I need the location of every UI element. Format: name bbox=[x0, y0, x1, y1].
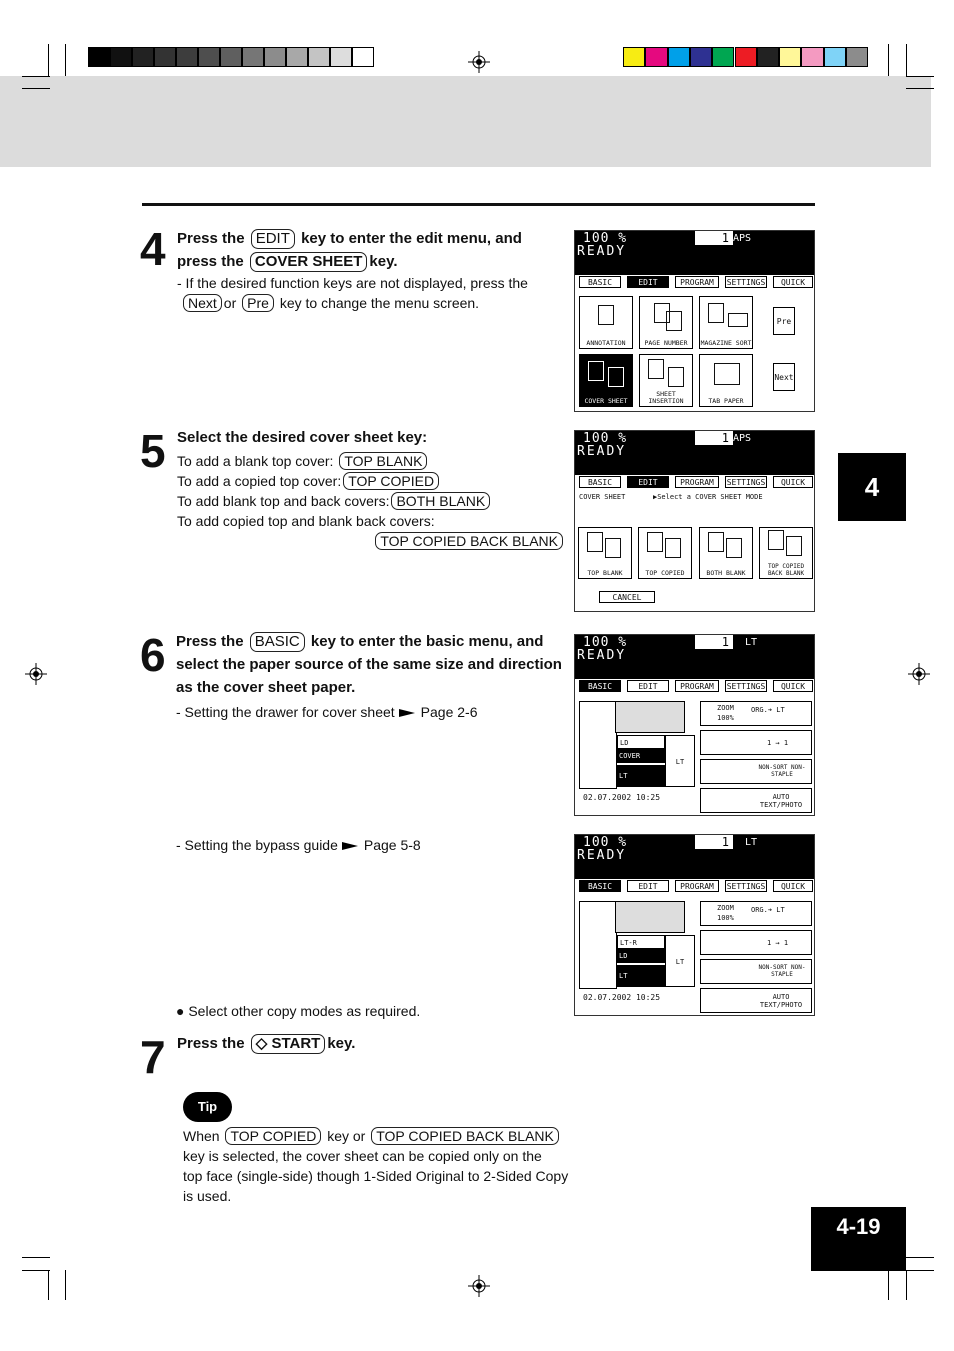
page-number-button[interactable]: PAGE NUMBER bbox=[639, 296, 693, 349]
tab-program[interactable]: PROGRAM bbox=[675, 276, 719, 288]
gray-swatch bbox=[220, 47, 242, 67]
document-icon bbox=[648, 359, 664, 379]
document-icon bbox=[768, 530, 784, 550]
color-swatch bbox=[690, 47, 712, 67]
gray-swatch bbox=[154, 47, 176, 67]
tab-quick[interactable]: QUICK bbox=[773, 276, 813, 288]
tab-settings[interactable]: SETTINGS bbox=[726, 278, 766, 287]
gray-swatch bbox=[176, 47, 198, 67]
tab-program[interactable]: PROGRAM bbox=[675, 880, 719, 892]
start-icon: ◇ bbox=[255, 1035, 268, 1052]
color-swatch bbox=[645, 47, 667, 67]
duplex-button[interactable]: 1 → 1 bbox=[700, 930, 812, 955]
tab-basic[interactable]: BASIC bbox=[579, 276, 621, 288]
menu-tabs bbox=[577, 880, 812, 894]
gray-swatch bbox=[352, 47, 374, 67]
step5-options: To add a blank top cover: TOP BLANK To add a copied top cover: TOP COPIED To add blank top and back covers: BOTH BLANK To add copied top and blank back covers: TOP COPIED BACK BLANK bbox=[177, 451, 567, 551]
screen-status-bar bbox=[575, 635, 814, 679]
color-swatch bbox=[801, 47, 823, 67]
pre-button[interactable]: Pre bbox=[773, 307, 795, 335]
document-icon bbox=[588, 361, 604, 381]
document-icon bbox=[665, 538, 681, 558]
edit-key: EDIT bbox=[251, 229, 295, 249]
screen-status-bar bbox=[575, 231, 814, 275]
pre-key: Pre bbox=[242, 294, 274, 312]
gray-swatch bbox=[132, 47, 154, 67]
gray-swatch bbox=[330, 47, 352, 67]
copy-count: 1 bbox=[695, 835, 733, 849]
tab-settings[interactable]: SETTINGS bbox=[726, 882, 766, 891]
tab-program[interactable]: PROGRAM bbox=[675, 476, 719, 488]
tab-paper-button[interactable]: TAB PAPER bbox=[699, 354, 753, 407]
basic-key: BASIC bbox=[250, 632, 305, 652]
ready-status: READY bbox=[577, 848, 627, 863]
screen-message: ▶Select a COVER SHEET MODE bbox=[653, 493, 763, 501]
tab-edit[interactable]: EDIT bbox=[627, 276, 669, 288]
basic-menu-screen-drawer bbox=[574, 634, 815, 816]
document-icon bbox=[708, 303, 724, 323]
step6-instruction: Press the BASIC key to enter the basic menu, and select the paper source of the same size and direction as the cover sheet paper. bbox=[176, 633, 562, 696]
tip-badge: Tip bbox=[183, 1092, 232, 1122]
header-band bbox=[0, 76, 931, 167]
annotation-button[interactable]: ANNOTATION bbox=[579, 296, 633, 349]
menu-tabs bbox=[577, 680, 812, 694]
document-icon bbox=[587, 532, 603, 552]
other-modes-note: ● Select other copy modes as required. bbox=[176, 1003, 421, 1019]
step4-instruction: Press the EDIT key to enter the edit menu, and press the COVER SHEET key. bbox=[177, 230, 522, 270]
document-icon bbox=[608, 367, 624, 387]
zoom-readout: 100 % bbox=[583, 231, 628, 246]
edit-menu-screen bbox=[574, 230, 815, 412]
top-copied-button[interactable]: TOP COPIED bbox=[638, 527, 692, 579]
gray-swatch bbox=[286, 47, 308, 67]
bypass-tray[interactable]: LT bbox=[665, 735, 695, 787]
drawer-ld[interactable]: LD bbox=[617, 735, 665, 749]
duplex-button[interactable]: 1 → 1 bbox=[700, 730, 812, 755]
date-time: 02.07.2002 10:25 bbox=[583, 793, 661, 802]
menu-tabs bbox=[577, 476, 812, 490]
ready-status: READY bbox=[577, 244, 627, 259]
top-copied-back-blank-key: TOP COPIED BACK BLANK bbox=[371, 1127, 559, 1145]
date-time: 02.07.2002 10:25 bbox=[583, 993, 661, 1002]
cancel-button[interactable]: CANCEL bbox=[599, 591, 655, 603]
gray-swatch bbox=[110, 47, 132, 67]
image-mode-button[interactable]: AUTO TEXT/PHOTO bbox=[700, 788, 812, 813]
drawer-cover[interactable]: COVER bbox=[617, 749, 665, 763]
registration-mark-icon bbox=[468, 51, 490, 73]
next-button[interactable]: Next bbox=[773, 363, 795, 391]
arrow-icon bbox=[399, 709, 415, 717]
document-icon bbox=[726, 538, 742, 558]
step5-title: Select the desired cover sheet key: bbox=[177, 429, 428, 446]
top-copied-back-blank-key: TOP COPIED BACK BLANK bbox=[375, 532, 563, 550]
color-swatch bbox=[779, 47, 801, 67]
tip-text: When TOP COPIED key or TOP COPIED BACK BLANK key is selected, the cover sheet can be copied only on the top face (single-side) though 1-Sided Original to 2-Sided Copy is used. bbox=[183, 1128, 569, 1204]
color-swatch bbox=[846, 47, 868, 67]
tab-settings[interactable]: SETTINGS bbox=[726, 682, 766, 691]
tab-edit[interactable]: EDIT bbox=[627, 680, 669, 692]
registration-mark-icon bbox=[908, 663, 930, 685]
arrow-icon bbox=[342, 842, 358, 850]
registration-mark-icon bbox=[25, 663, 47, 685]
screen-status-bar bbox=[575, 835, 814, 879]
top-blank-key: TOP BLANK bbox=[339, 452, 427, 470]
step7-instruction: Press the ◇ START key. bbox=[177, 1035, 356, 1052]
sheet-insertion-button[interactable]: SHEET INSERTION bbox=[639, 354, 693, 407]
zoom-readout: 100 % bbox=[583, 835, 628, 850]
document-icon bbox=[708, 532, 724, 552]
gray-swatch bbox=[242, 47, 264, 67]
document-icon bbox=[647, 532, 663, 552]
screen-status-bar bbox=[575, 431, 814, 475]
gray-swatch bbox=[198, 47, 220, 67]
both-blank-key: BOTH BLANK bbox=[391, 492, 490, 510]
copy-count: 1 bbox=[695, 231, 733, 245]
color-swatch bbox=[668, 47, 690, 67]
sort-button[interactable]: NON-SORT NON-STAPLE bbox=[700, 959, 812, 984]
image-mode-button[interactable]: AUTO TEXT/PHOTO bbox=[700, 988, 812, 1013]
tab-basic[interactable]: BASIC bbox=[579, 680, 621, 692]
top-copied-key: TOP COPIED bbox=[343, 472, 439, 490]
tab-quick[interactable]: QUICK bbox=[773, 476, 813, 488]
menu-tabs bbox=[577, 276, 812, 290]
ready-status: READY bbox=[577, 444, 627, 459]
both-blank-button[interactable]: BOTH BLANK bbox=[699, 527, 753, 579]
color-swatch bbox=[824, 47, 846, 67]
tab-basic[interactable]: BASIC bbox=[579, 476, 621, 488]
paper-source: LT bbox=[745, 637, 758, 648]
copier-top bbox=[615, 701, 685, 733]
document-icon bbox=[598, 305, 614, 325]
drawer-note: - Setting the drawer for cover sheet Page 2-6 bbox=[176, 704, 478, 720]
color-swatch bbox=[757, 47, 779, 67]
folder-icon bbox=[714, 363, 740, 385]
step-number: 4 bbox=[140, 223, 164, 275]
copier-illustration bbox=[579, 701, 617, 789]
drawer-ld[interactable]: LD bbox=[617, 949, 665, 963]
start-key: ◇ START bbox=[251, 1034, 326, 1054]
copy-count: 1 bbox=[695, 635, 733, 649]
color-swatch bbox=[623, 47, 645, 67]
basic-menu-screen-bypass bbox=[574, 834, 815, 1016]
zoom-button[interactable]: ZOOM 100% ORG.➔ LT bbox=[700, 901, 812, 926]
zoom-readout: 100 % bbox=[583, 431, 628, 446]
zoom-readout: 100 % bbox=[583, 635, 628, 650]
drawer-lt-r[interactable]: LT-R bbox=[617, 935, 665, 949]
step4-note: - If the desired function keys are not displayed, press the Next or Pre key to change the menu screen. bbox=[177, 275, 528, 311]
step-number: 5 bbox=[140, 425, 164, 477]
sort-button[interactable]: NON-SORT NON-STAPLE bbox=[700, 759, 812, 784]
registration-mark-icon bbox=[468, 1275, 490, 1297]
tab-quick[interactable]: QUICK bbox=[773, 880, 813, 892]
cover-sheet-button[interactable]: COVER SHEET bbox=[579, 354, 633, 407]
tab-program[interactable]: PROGRAM bbox=[675, 680, 719, 692]
paper-source: APS bbox=[733, 433, 752, 444]
document-icon bbox=[786, 536, 802, 556]
step-number: 7 bbox=[140, 1031, 164, 1083]
copier-top bbox=[615, 901, 685, 933]
tab-settings[interactable]: SETTINGS bbox=[726, 478, 766, 487]
bypass-tray[interactable]: LT bbox=[665, 935, 695, 987]
tab-edit[interactable]: EDIT bbox=[627, 880, 669, 892]
top-copied-back-blank-button[interactable]: TOP COPIED BACK BLANK bbox=[759, 527, 813, 579]
top-blank-button[interactable]: TOP BLANK bbox=[578, 527, 632, 579]
step-number: 6 bbox=[140, 629, 164, 681]
copier-illustration bbox=[579, 901, 617, 989]
section-rule bbox=[142, 203, 815, 206]
copy-count: 1 bbox=[695, 431, 733, 445]
next-key: Next bbox=[183, 294, 222, 312]
gray-swatch bbox=[264, 47, 286, 67]
top-copied-key: TOP COPIED bbox=[225, 1127, 321, 1145]
drawer-lt[interactable]: LT bbox=[617, 965, 665, 987]
bypass-note: - Setting the bypass guide Page 5-8 bbox=[176, 837, 421, 853]
zoom-button[interactable]: ZOOM 100% ORG.➔ LT bbox=[700, 701, 812, 726]
document-icon bbox=[666, 311, 682, 331]
document-icon bbox=[668, 367, 684, 387]
cover-sheet-key: COVER SHEET bbox=[250, 252, 368, 272]
color-swatch bbox=[712, 47, 734, 67]
tab-quick[interactable]: QUICK bbox=[773, 680, 813, 692]
gray-swatch bbox=[308, 47, 330, 67]
tab-basic[interactable]: BASIC bbox=[579, 880, 621, 892]
drawer-lt[interactable]: LT bbox=[617, 765, 665, 787]
gray-swatch bbox=[88, 47, 110, 67]
tab-edit[interactable]: EDIT bbox=[627, 476, 669, 488]
paper-source: APS bbox=[733, 233, 752, 244]
screen-title: COVER SHEET bbox=[579, 493, 626, 501]
chapter-tab: 4 bbox=[838, 453, 906, 521]
magazine-sort-button[interactable]: MAGAZINE SORT bbox=[699, 296, 753, 349]
document-icon bbox=[605, 538, 621, 558]
document-icon bbox=[728, 313, 748, 327]
page-number: 4-19 bbox=[811, 1207, 906, 1271]
paper-source: LT bbox=[745, 837, 758, 848]
color-swatch bbox=[735, 47, 757, 67]
cover-sheet-screen bbox=[574, 430, 815, 612]
ready-status: READY bbox=[577, 648, 627, 663]
